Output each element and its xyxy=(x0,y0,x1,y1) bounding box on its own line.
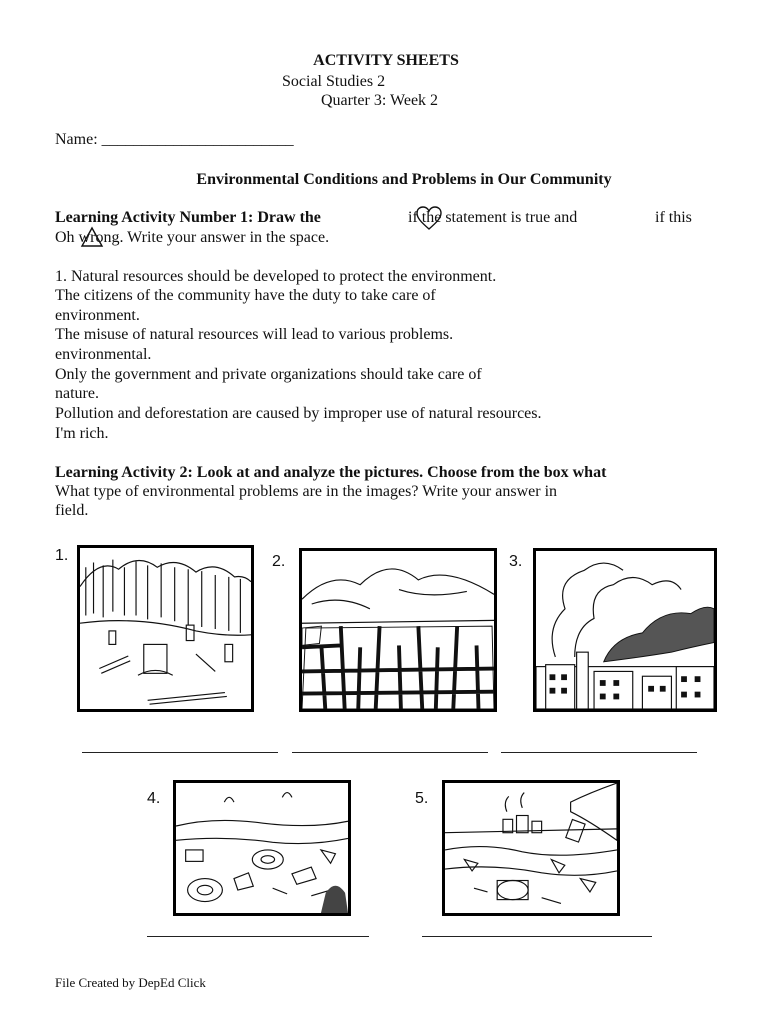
section-heading: Environmental Conditions and Problems in Our Community xyxy=(196,171,612,188)
statement-line: The citizens of the community have the duty to take care of xyxy=(55,287,436,304)
answer-blank[interactable] xyxy=(501,751,697,753)
quarter-label: Quarter 3: Week 2 xyxy=(321,92,439,109)
page-title: ACTIVITY SHEETS xyxy=(313,52,459,69)
activity1-instruction-mid: if the statement is true and xyxy=(408,209,578,226)
statement-line: I'm rich. xyxy=(55,425,109,442)
statement-line: environment. xyxy=(55,307,140,324)
activity2-instruction: What type of environmental problems are in the images? Write your answer in xyxy=(55,483,558,500)
activity1-instruction-line2: Oh wrong. Write your answer in the space. xyxy=(55,229,330,246)
triangle-icon xyxy=(80,226,104,248)
answer-blank[interactable] xyxy=(422,935,652,937)
statement-line: Only the government and private organizations should take care of xyxy=(55,366,482,383)
answer-blank[interactable] xyxy=(147,935,369,937)
garbage-picture xyxy=(173,780,351,916)
name-field xyxy=(55,130,294,150)
statement-line: Pollution and deforestation are caused by improper use of natural resources. xyxy=(55,405,542,422)
picture-number: 3. xyxy=(509,553,523,570)
activity2-title: Learning Activity 2: Look at and analyze the pictures. Choose from the box what xyxy=(55,464,607,481)
name-label: Name: xyxy=(55,131,102,148)
activity1-instruction-end: if this xyxy=(655,209,692,226)
activity2-instruction: field. xyxy=(55,502,89,519)
answer-blank[interactable] xyxy=(292,751,488,753)
subject-label: Social Studies 2 xyxy=(282,73,386,90)
footer-credit: File Created by DepEd Click xyxy=(55,975,206,990)
statement-line: environmental. xyxy=(55,346,152,363)
statement-line: nature. xyxy=(55,385,99,402)
name-blank: ________________________ xyxy=(101,131,294,148)
heart-icon xyxy=(415,205,443,231)
air-pollution-picture xyxy=(533,548,717,712)
drought-picture xyxy=(299,548,497,712)
activity1-title: Learning Activity Number 1: Draw the xyxy=(55,209,321,226)
answer-blank[interactable] xyxy=(82,751,278,753)
picture-number: 2. xyxy=(272,553,286,570)
picture-number: 4. xyxy=(147,790,161,807)
deforestation-picture xyxy=(77,545,254,712)
statement-line: The misuse of natural resources will lead to various problems. xyxy=(55,326,454,343)
picture-number: 1. xyxy=(55,547,69,564)
statement-line: 1. Natural resources should be developed to protect the environment. xyxy=(55,268,497,285)
water-pollution-picture xyxy=(442,780,620,916)
picture-number: 5. xyxy=(415,790,429,807)
